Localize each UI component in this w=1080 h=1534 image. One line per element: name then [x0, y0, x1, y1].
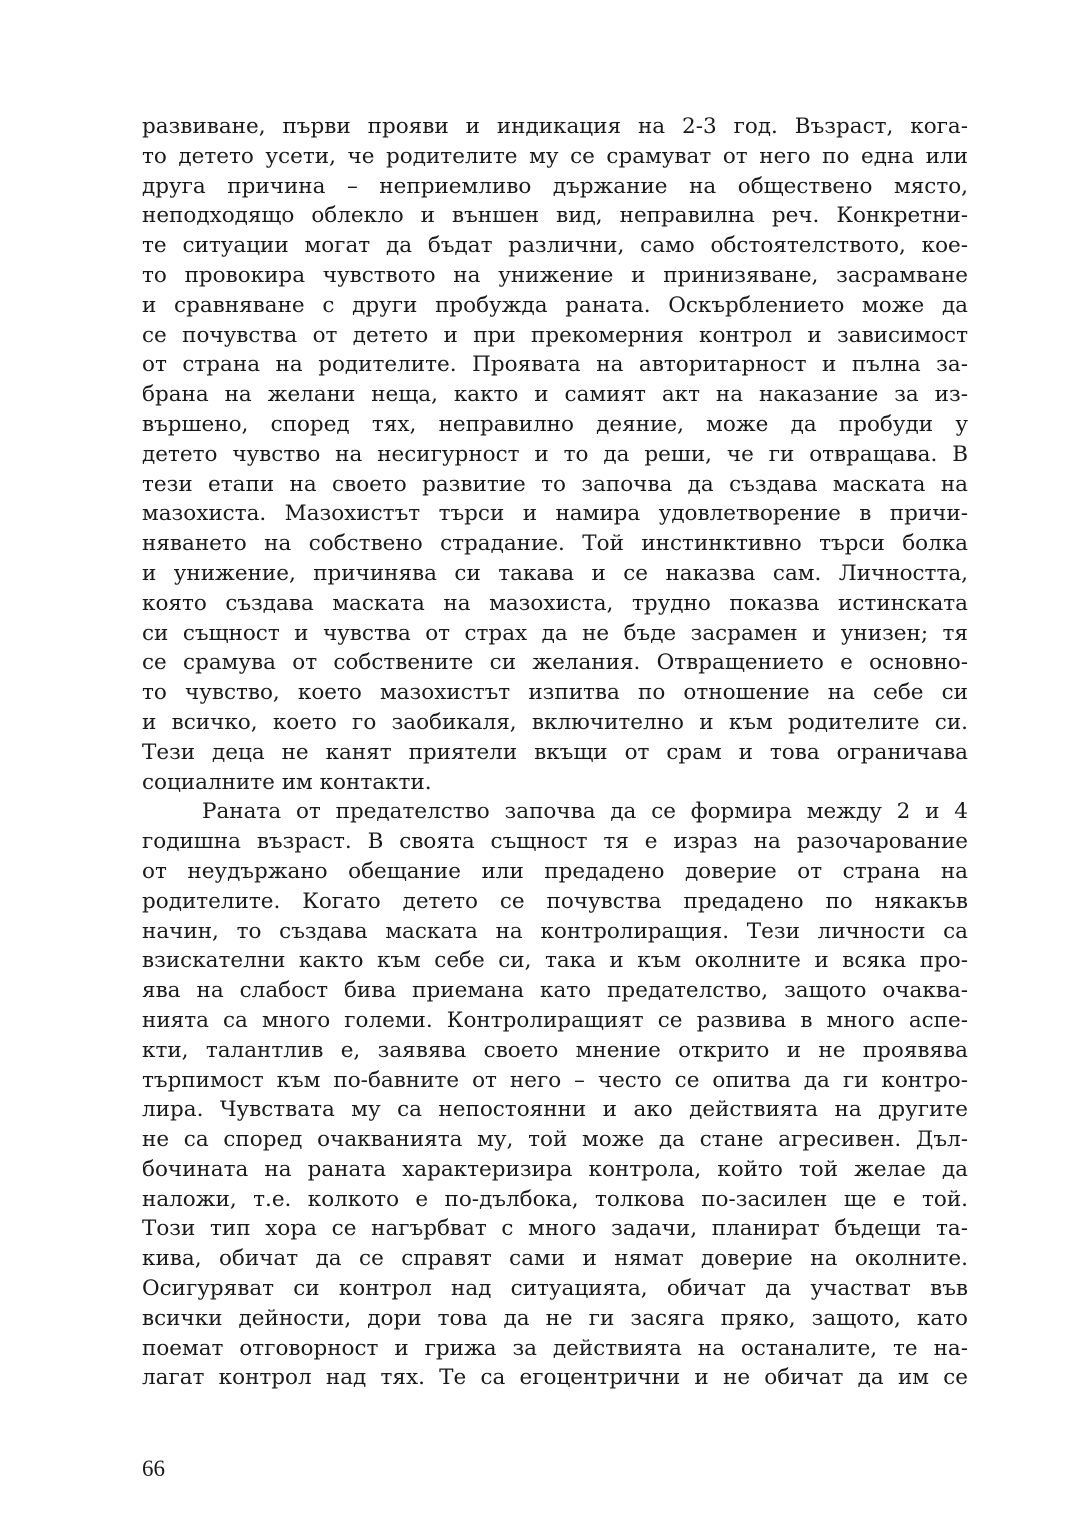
text-line: която създава маската на мазохиста, трудно показва истинската	[142, 590, 968, 616]
text-line: се срамува от собствените си желания. Отвращението е основно-	[142, 650, 968, 676]
text-line: то детето усети, че родителите му се срамуват от него по една или	[142, 143, 968, 169]
text-line: мазохиста. Мазохистът търси и намира удовлетворение в причи-	[142, 501, 968, 527]
text-line: друга причина – неприемливо държание на обществено място,	[142, 173, 968, 199]
text-line: вършено, според тях, неправилно деяние, може да пробуди у	[142, 411, 968, 437]
text-line: поемат отговорност и грижа за действията на останалите, те на-	[142, 1335, 968, 1361]
text-line: не са според очакванията му, той може да стане агресивен. Дъл-	[142, 1127, 968, 1153]
text-line: кти, талантлив е, заявява своето мнение открито и не проявява	[142, 1037, 968, 1063]
text-line: брана на желани неща, както и самият акт на наказание за из-	[142, 382, 968, 408]
text-line: и унижение, причинява си такава и се наказва сам. Личността,	[142, 560, 968, 586]
page-body	[142, 112, 968, 1393]
text-line: си същност и чувства от страх да не бъде засрамен и унизен; тя	[142, 620, 968, 646]
text-line: кива, обичат да се справят сами и нямат доверие на околните.	[142, 1246, 968, 1272]
text-line: се почувства от детето и при прекомерния контрол и зависимост	[142, 322, 968, 348]
text-line: бочината на раната характеризира контрола, който той желае да	[142, 1156, 968, 1182]
text-line: те ситуации могат да бъдат различни, само обстоятелството, кое-	[142, 233, 968, 259]
text-line: лагат контрол над тях. Те са егоцентрични и не обичат да им се	[142, 1365, 968, 1391]
text-line: взискателни както към себе си, така и към околните и всяка про-	[142, 948, 968, 974]
text-line: нията са много големи. Контролиращият се развива в много аспе-	[142, 1007, 968, 1033]
text-line: наложи, т.е. колкото е по-дълбока, толкова по-засилен ще е той.	[142, 1186, 968, 1212]
paragraph-1	[142, 112, 968, 797]
text-line: няването на собствено страдание. Той инстинктивно търси болка	[142, 531, 968, 557]
text-line: родителите. Когато детето се почувства предадено по някакъв	[142, 888, 968, 914]
text-line: Този тип хора се нагърбват с много задачи, планират бъдещи та-	[142, 1216, 968, 1242]
text-line: развиване, първи прояви и индикация на 2-3 год. Възраст, кога-	[142, 114, 968, 139]
text-line: тези етапи на своето развитие то започва да създава маската на	[142, 471, 968, 497]
text-line: ява на слабост бива приемана като предателство, защото очаква-	[142, 978, 968, 1004]
page-number: 66	[142, 1456, 165, 1481]
text-line: неподходящо облекло и външен вид, неправилна реч. Конкретни-	[142, 203, 968, 229]
text-line: и сравняване с други пробужда раната. Оскърблението може да	[142, 292, 968, 318]
text-line: социалните им контакти.	[142, 769, 432, 795]
text-line: от неудържано обещание или предадено доверие от страна на	[142, 858, 968, 884]
text-line: Тези деца не канят приятели вкъщи от срам и това ограничава	[142, 739, 968, 765]
text-line: Осигуряват си контрол над ситуацията, обичат да участват във	[142, 1276, 968, 1302]
text-line: и всичко, което го заобикаля, включително и към родителите си.	[142, 709, 968, 735]
text-line: търпимост към по-бавните от него – често се опитва да ги контро-	[142, 1067, 968, 1093]
text-line: от страна на родителите. Проявата на авторитарност и пълна за-	[142, 352, 968, 378]
text-line: начин, то създава маската на контролиращия. Тези личности са	[142, 918, 968, 944]
text-line: то чувство, което мазохистът изпитва по отношение на себе си	[142, 680, 968, 706]
paragraph-2	[142, 797, 968, 1393]
text-line: то провокира чувството на унижение и принизяване, засрамване	[142, 262, 968, 288]
text-line: лира. Чувствата му са непостоянни и ако действията на другите	[142, 1097, 968, 1123]
text-line: детето чувство на несигурност и то да реши, че ги отвращава. В	[142, 441, 968, 467]
text-line: Раната от предателство започва да се формира между 2 и 4	[202, 799, 968, 825]
text-line: всички дейности, дори това да не ги засяга пряко, защото, като	[142, 1305, 968, 1331]
text-line: годишна възраст. В своята същност тя е израз на разочарование	[142, 829, 968, 855]
